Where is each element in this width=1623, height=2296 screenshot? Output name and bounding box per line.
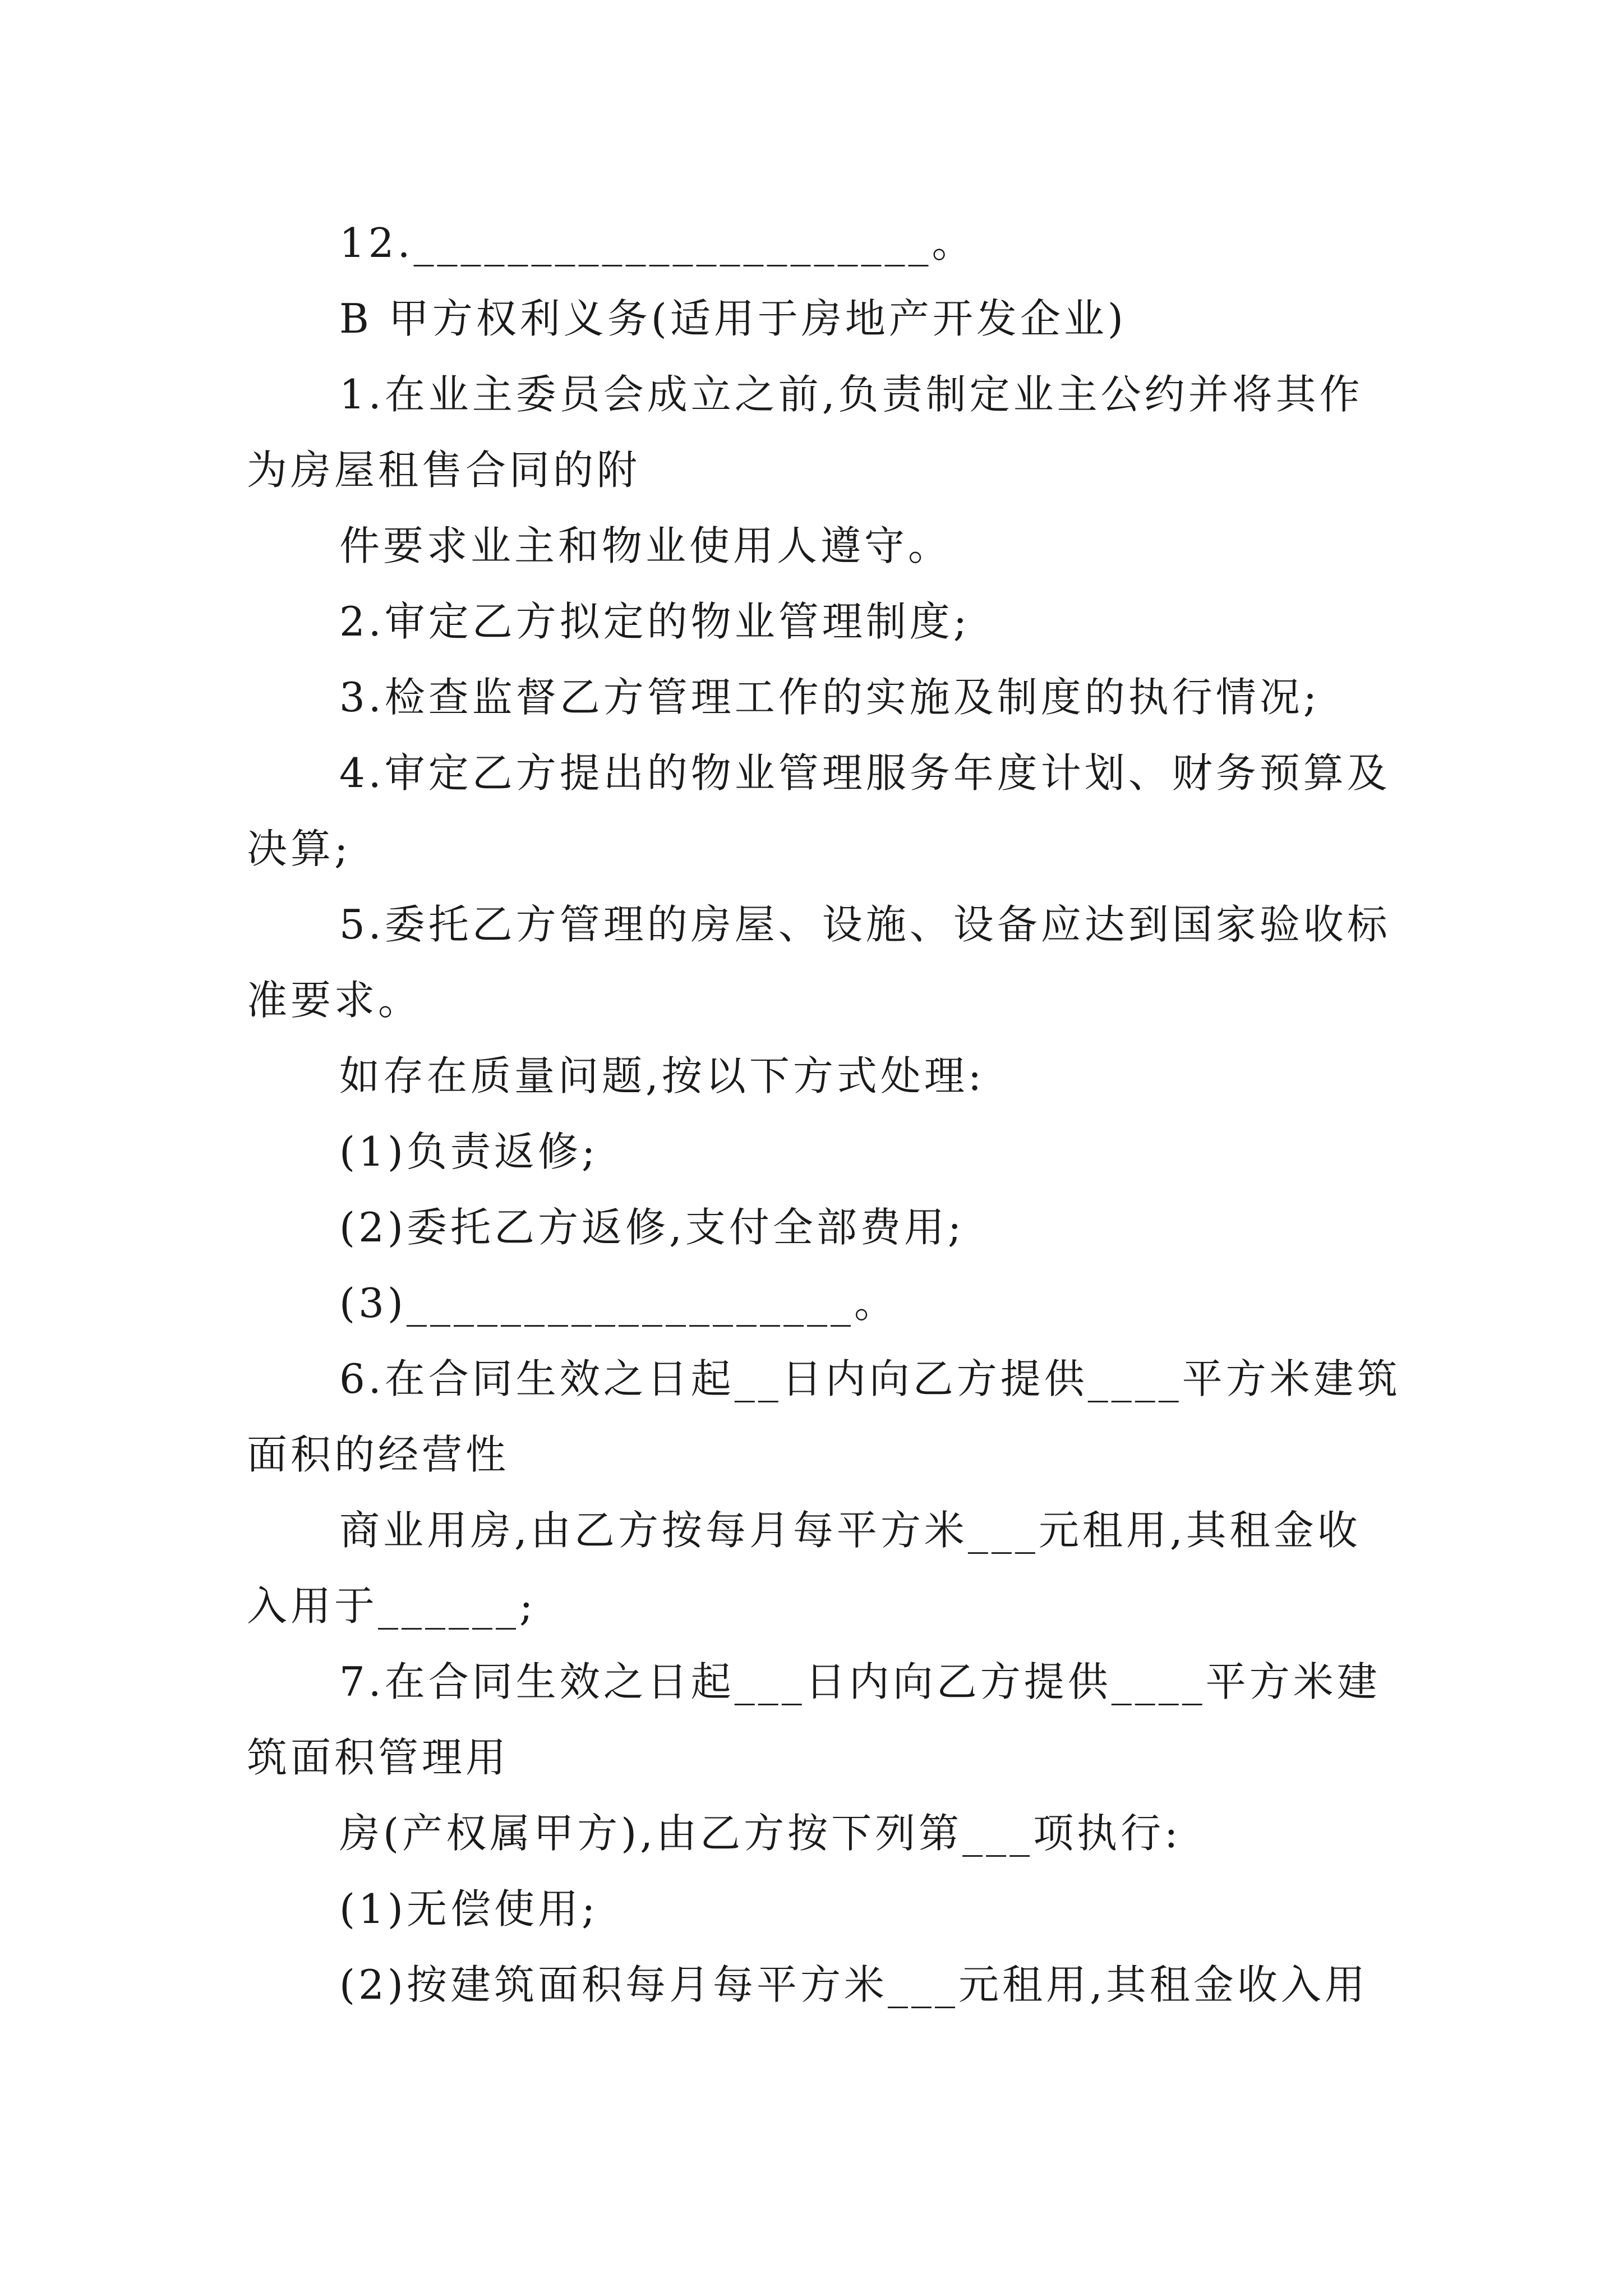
item-6-line-3: 商业用房,由乙方按每月每平方米___元租用,其租金收 — [339, 1507, 1361, 1554]
section-b-heading: B 甲方权利义务(适用于房地产开发企业) — [339, 295, 1127, 342]
item-5-line-1: 5.委托乙方管理的房屋、设施、设备应达到国家验收标 — [339, 901, 1391, 948]
item-7-line-1: 7.在合同生效之日起___日内向乙方提供____平方米建 — [339, 1658, 1381, 1705]
item-6-line-2: 面积的经营性 — [247, 1431, 510, 1478]
item-1-line-1: 1.在业主委员会成立之前,负责制定业主公约并将其作 — [339, 371, 1363, 418]
item-6-line-1: 6.在合同生效之日起__日内向乙方提供____平方米建筑 — [339, 1355, 1401, 1402]
item-7-line-3: 房(产权属甲方),由乙方按下列第___项执行: — [339, 1810, 1182, 1857]
item-4-line-2: 决算; — [247, 825, 352, 872]
quality-option-1: (1)负责返修; — [339, 1128, 599, 1175]
item-5-line-2: 准要求。 — [247, 977, 422, 1024]
item-2-line: 2.审定乙方拟定的物业管理制度; — [339, 598, 970, 645]
item-7-option-1: (1)无偿使用; — [339, 1885, 599, 1932]
item-6-line-4: 入用于______; — [247, 1582, 537, 1630]
item-1-line-2: 为房屋租售合同的附 — [247, 447, 641, 494]
item-1-line-3: 件要求业主和物业使用人遵守。 — [339, 522, 952, 569]
item-12-line: 12.______________________。 — [339, 219, 976, 266]
quality-option-3: (3)___________________。 — [339, 1280, 898, 1327]
quality-option-2: (2)委托乙方返修,支付全部费用; — [339, 1204, 965, 1251]
item-3-line: 3.检查监督乙方管理工作的实施及制度的执行情况; — [339, 674, 1320, 721]
item-7-option-2: (2)按建筑面积每月每平方米___元租用,其租金收入用 — [339, 1961, 1368, 2008]
item-7-line-2: 筑面积管理用 — [247, 1734, 510, 1781]
quality-issue-line: 如存在质量问题,按以下方式处理: — [339, 1052, 985, 1099]
item-4-line-1: 4.审定乙方提出的物业管理服务年度计划、财务预算及 — [339, 749, 1391, 797]
